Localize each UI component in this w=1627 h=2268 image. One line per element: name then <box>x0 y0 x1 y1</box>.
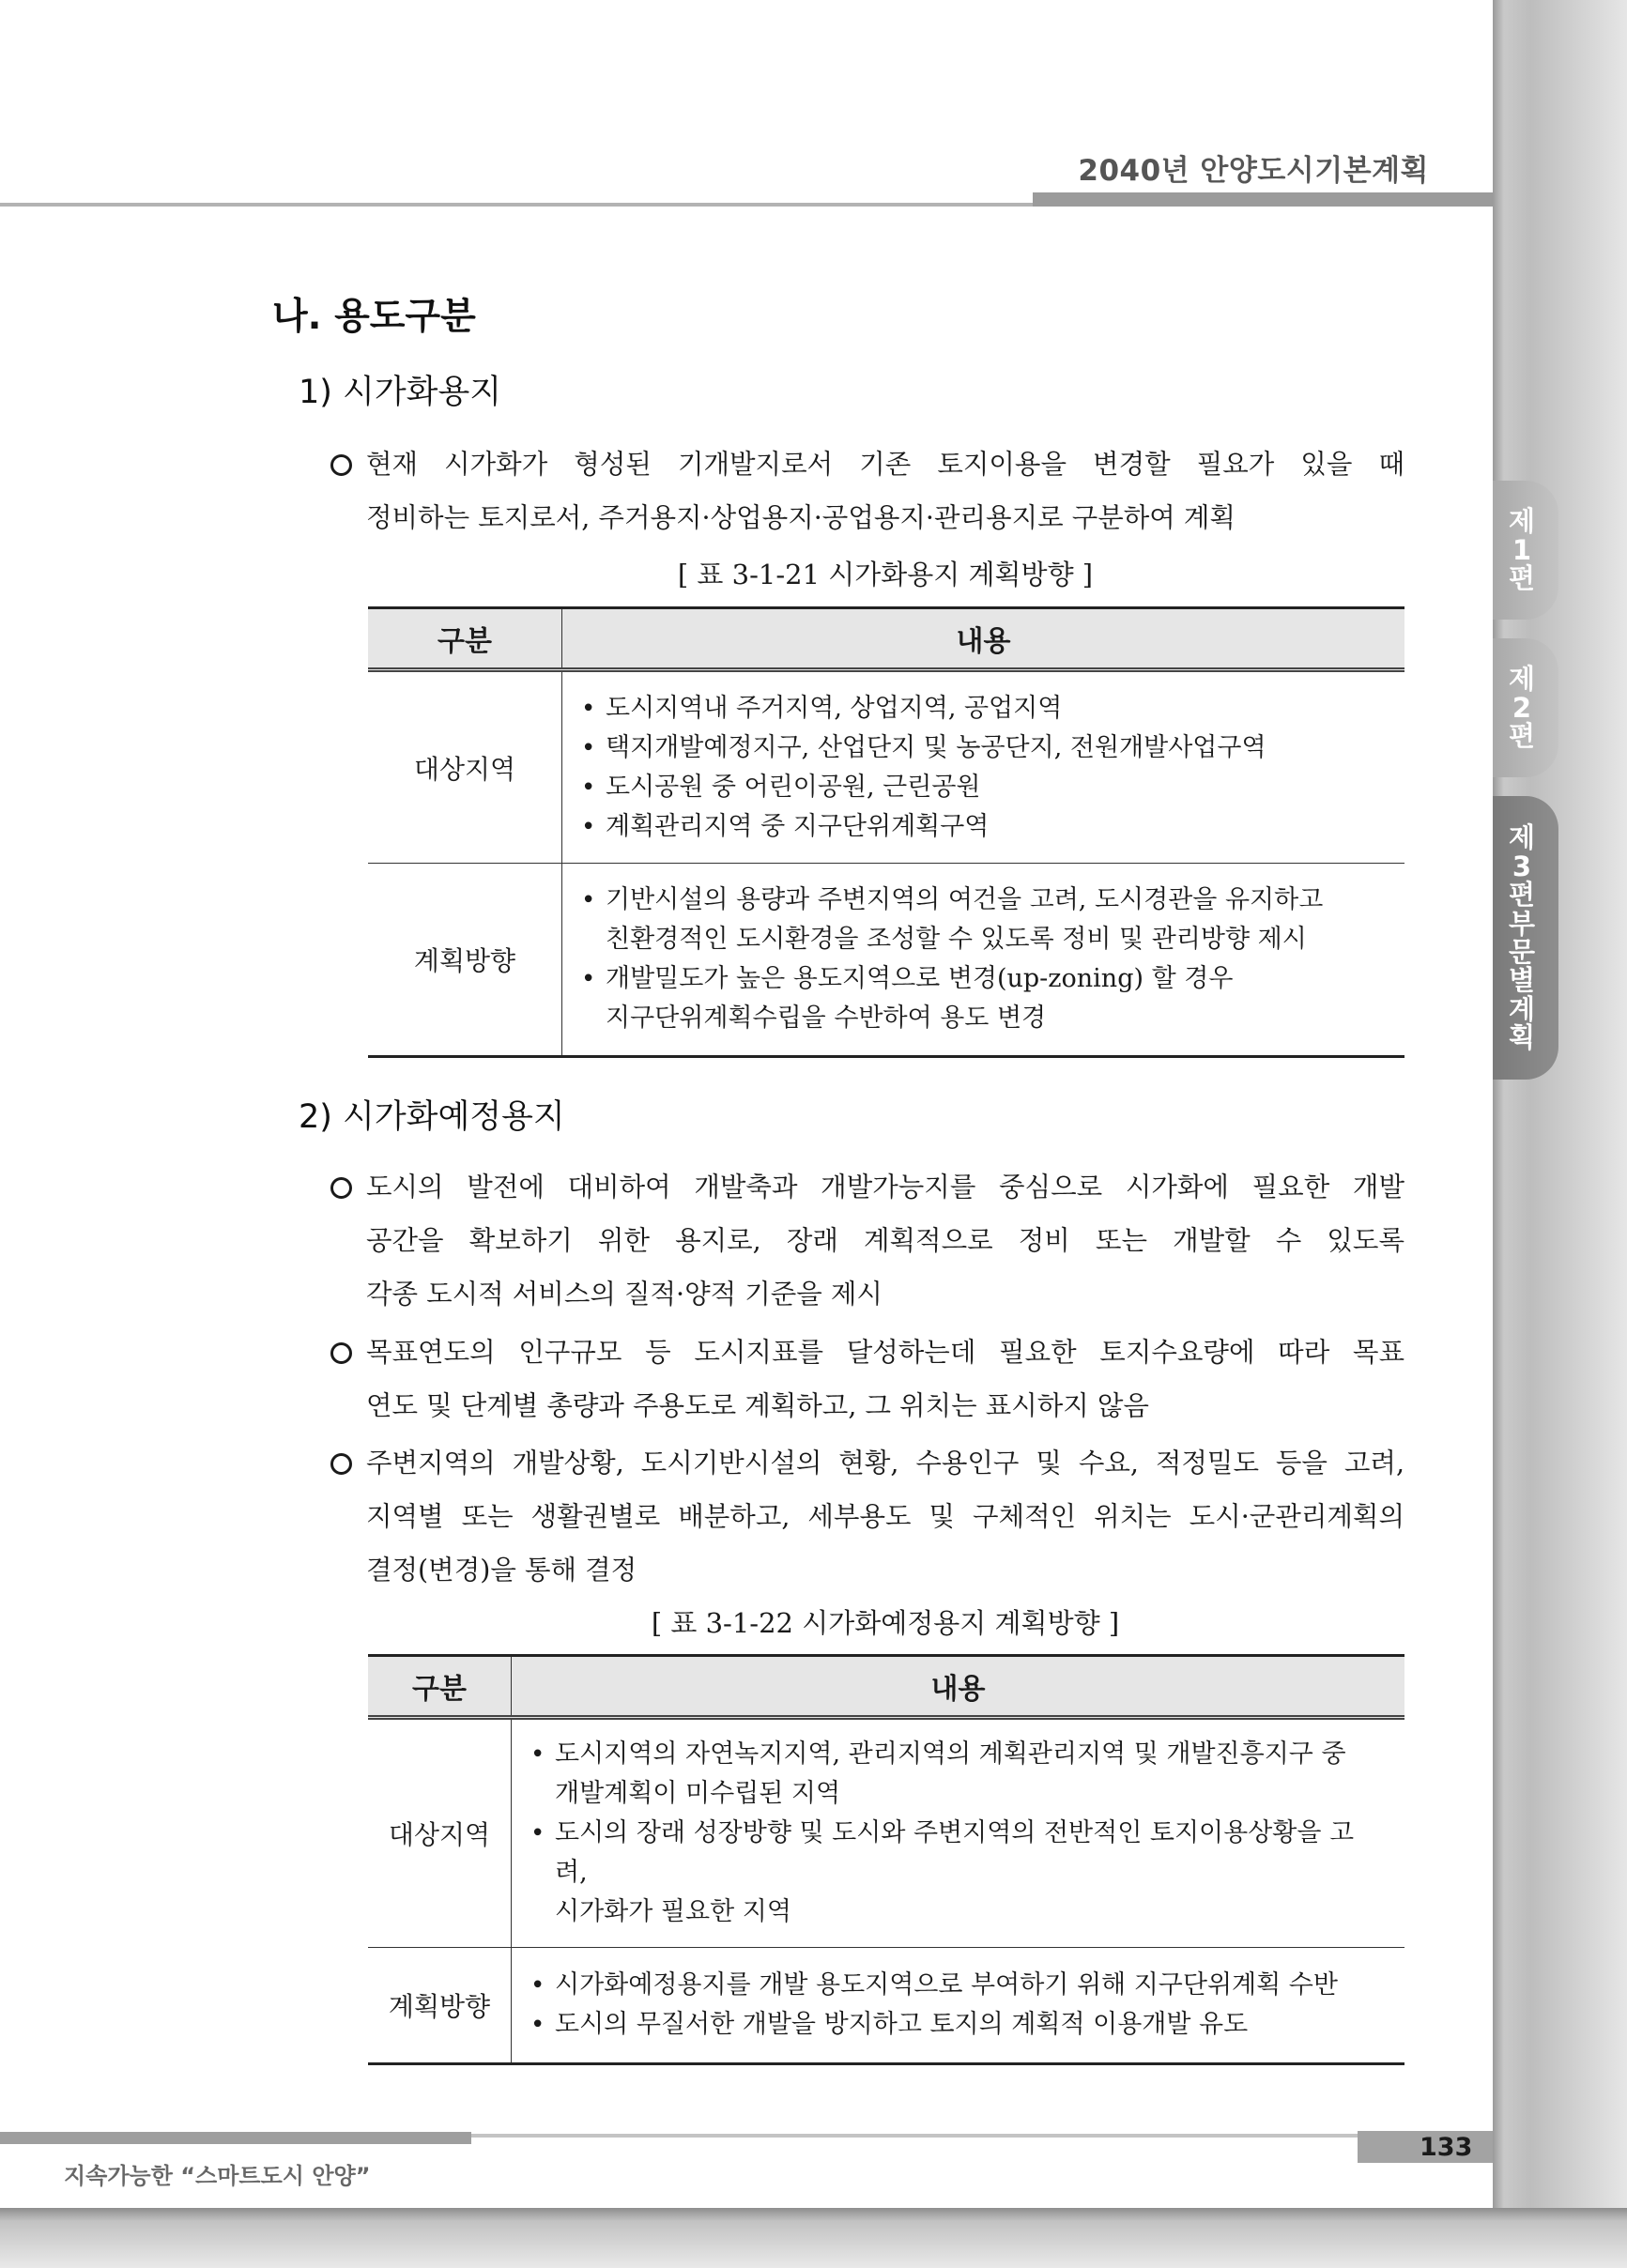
table-row-label: 대상지역 <box>368 1718 512 1948</box>
side-tab-part-2[interactable] <box>1493 638 1558 777</box>
list-item <box>529 1735 1386 1814</box>
paragraph-4 <box>366 1436 1404 1597</box>
list-item-line: 개발밀도가 높은 용도지역으로 변경(up-zoning) 할 경우 <box>606 964 1234 993</box>
subsection-title-1: 1) 시가화용지 <box>299 374 502 411</box>
table-row-content <box>562 670 1405 864</box>
paragraph-line: 목표연도의 인구규모 등 도시지표를 달성하는데 필요한 토지수요량에 따라 목표 <box>366 1337 1404 1368</box>
side-tab-char: 2 <box>1512 691 1532 724</box>
paragraph-3 <box>366 1326 1404 1433</box>
table-planned-urbanization-land <box>368 1654 1404 2065</box>
side-tab-char: 제 <box>1508 663 1535 696</box>
side-tab-char: 편 <box>1508 879 1535 912</box>
list-item <box>529 1814 1386 1932</box>
list-item <box>579 959 1386 1038</box>
table-row-label: 대상지역 <box>368 670 562 864</box>
side-tab-part-1[interactable] <box>1493 481 1558 620</box>
side-tab-char: 제 <box>1508 821 1535 854</box>
subsection-title-2: 2) 시가화예정용지 <box>299 1098 565 1136</box>
footer-slogan: 지속가능한 “스마트도시 안양” <box>64 2163 371 2189</box>
page-number: 133 <box>1420 2133 1473 2162</box>
side-tab-char: 3 <box>1512 850 1532 882</box>
list-item-line: 도시지역의 자연녹지지역, 관리지역의 계획관리지역 및 개발진흥지구 중 <box>555 1739 1346 1769</box>
list-item-line: 시가화가 필요한 지역 <box>555 1897 791 1926</box>
circle-bullet-icon <box>330 454 352 476</box>
list-item: • 택지개발예정지구, 산업단지 및 농공단지, 전원개발사업구역 <box>579 728 1386 768</box>
page-edge-shadow-bottom <box>0 2208 1627 2268</box>
list-item: • 도시공원 중 어린이공원, 근린공원 <box>579 768 1386 807</box>
list-item-line: 친환경적인 도시환경을 조성할 수 있도록 정비 및 관리방향 제시 <box>606 925 1307 954</box>
table-row <box>368 1948 1404 2064</box>
side-tab-char: 계 <box>1508 992 1535 1025</box>
paragraph-2 <box>366 1160 1404 1321</box>
paragraph-line: 지역별 또는 생활권별로 배분하고, 세부용도 및 구체적인 위치는 도시·군관리계획의 <box>366 1501 1404 1532</box>
side-tab-char: 부 <box>1508 907 1535 940</box>
side-tab-char: 편 <box>1508 562 1535 595</box>
table-header-category: 구분 <box>368 1656 512 1718</box>
list-item-line: 지구단위계획수립을 수반하여 용도 변경 <box>606 1004 1047 1033</box>
list-item: • 시가화예정용지를 개발 용도지역으로 부여하기 위해 지구단위계획 수반 <box>529 1966 1386 2005</box>
paragraph-line: 정비하는 토지로서, 주거용지·상업용지·공업용지·관리용지로 구분하여 계획 <box>366 502 1236 533</box>
list-item-line: 개발계획이 미수립된 지역 <box>555 1779 841 1808</box>
paragraph-line: 연도 및 단계별 총량과 주용도로 계획하고, 그 위치는 표시하지 않음 <box>366 1390 1149 1421</box>
circle-bullet-icon <box>330 1177 352 1199</box>
table-caption-2: [ 표 3-1-22 시가화예정용지 계획방향 ] <box>651 1607 1120 1639</box>
list-item <box>579 881 1386 959</box>
table-row-content <box>512 1948 1405 2064</box>
table-row <box>368 1718 1404 1948</box>
table-row-label: 계획방향 <box>368 864 562 1057</box>
paragraph-line: 도시의 발전에 대비하여 개발축과 개발가능지를 중심으로 시가화에 필요한 개발 <box>366 1172 1404 1203</box>
table-row <box>368 864 1404 1057</box>
side-tab-char: 제 <box>1508 505 1535 538</box>
side-tab-char: 획 <box>1508 1021 1535 1054</box>
table-header-content: 내용 <box>562 608 1405 670</box>
table-caption-1: [ 표 3-1-21 시가화용지 계획방향 ] <box>677 559 1094 590</box>
section-title: 나. 용도구분 <box>272 296 476 338</box>
circle-bullet-icon <box>330 1342 352 1364</box>
side-tab-char: 문 <box>1508 936 1535 968</box>
side-tab-char: 편 <box>1508 720 1535 753</box>
side-tab-char: 1 <box>1512 533 1532 566</box>
table-row-content <box>562 864 1405 1057</box>
page-edge-shadow <box>1493 0 1627 2268</box>
list-item: • 도시지역내 주거지역, 상업지역, 공업지역 <box>579 689 1386 728</box>
document-header-title: 2040년 안양도시기본계획 <box>1078 154 1429 188</box>
list-item-line: 도시의 장래 성장방향 및 도시와 주변지역의 전반적인 토지이용상황을 고려, <box>555 1818 1355 1887</box>
header-rule-accent <box>1033 192 1493 207</box>
circle-bullet-icon <box>330 1453 352 1475</box>
list-item: • 도시의 무질서한 개발을 방지하고 토지의 계획적 이용개발 유도 <box>529 2005 1386 2045</box>
table-row-content <box>512 1718 1405 1948</box>
paragraph-line: 현재 시가화가 형성된 기개발지로서 기존 토지이용을 변경할 필요가 있을 때 <box>366 449 1404 480</box>
table-row <box>368 670 1404 864</box>
paragraph-1 <box>366 437 1404 544</box>
header-rule <box>0 203 1033 207</box>
paragraph-line: 공간을 확보하기 위한 용지로, 장래 계획적으로 정비 또는 개발할 수 있도록 <box>366 1225 1404 1256</box>
list-item-line: 기반시설의 용량과 주변지역의 여건을 고려, 도시경관을 유지하고 <box>606 885 1324 914</box>
table-header-category: 구분 <box>368 608 562 670</box>
table-header-content: 내용 <box>512 1656 1405 1718</box>
side-tab-part-3[interactable] <box>1493 796 1558 1080</box>
footer-rule-accent <box>0 2132 471 2144</box>
table-urbanized-land <box>368 606 1404 1058</box>
paragraph-line: 결정(변경)을 통해 결정 <box>366 1555 637 1586</box>
list-item: • 계획관리지역 중 지구단위계획구역 <box>579 807 1386 847</box>
paragraph-line: 주변지역의 개발상황, 도시기반시설의 현황, 수용인구 및 수요, 적정밀도 등을 고려, <box>366 1448 1405 1479</box>
table-row-label: 계획방향 <box>368 1948 512 2064</box>
paragraph-line: 각종 도시적 서비스의 질적·양적 기준을 제시 <box>366 1279 883 1310</box>
side-tab-char: 별 <box>1508 964 1535 997</box>
